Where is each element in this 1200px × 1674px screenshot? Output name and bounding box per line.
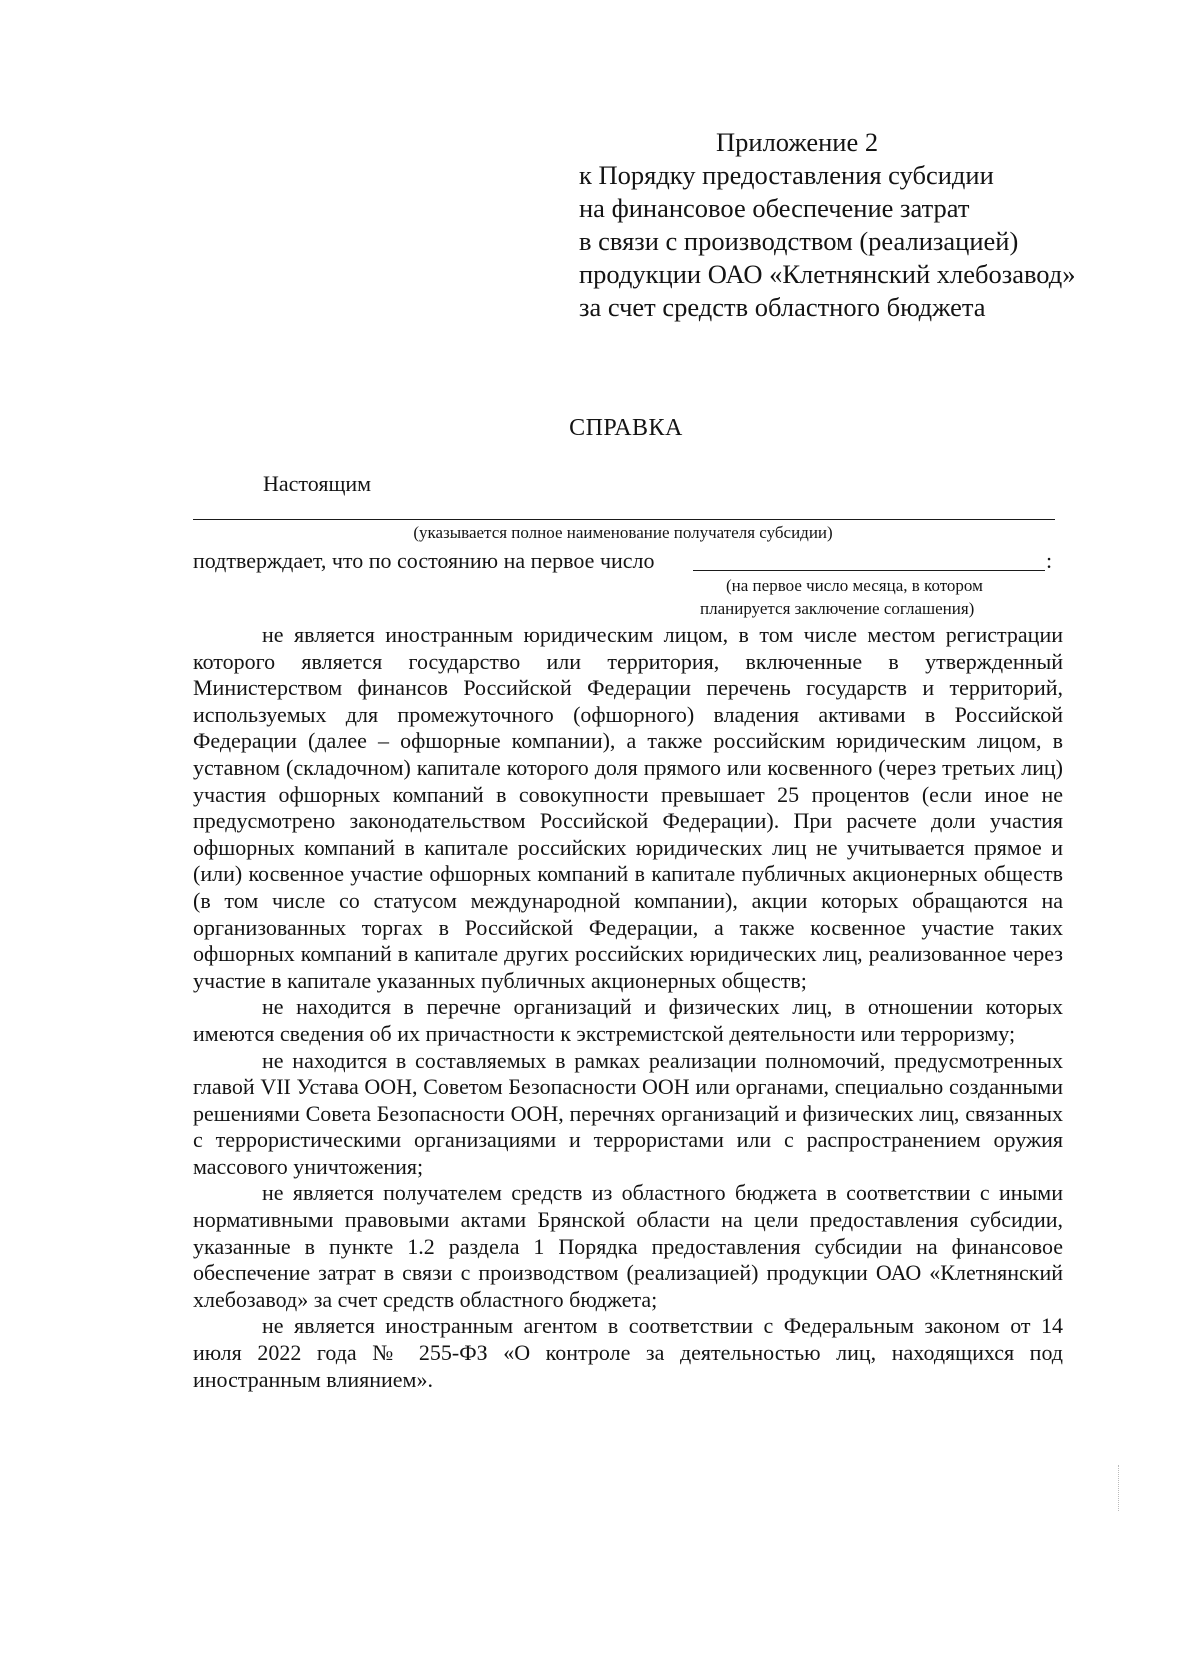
appendix-line: на финансовое обеспечение затрат (579, 193, 970, 223)
statement-paragraph: не находится в составляемых в рамках реализации полномочий, предусмотренных главой VII Устава ООН, Советом Безопасности ООН или органами, специально созданными решениями Совета Безопасности ООН, перечнях организаций и физических лиц, связанных с террористическими организациями и террористами или с распространением оружия массового уничтожения; (193, 1047, 1063, 1179)
statement-paragraph: не является иностранным агентом в соответствии с Федеральным законом от 14 июля 2022 года № 255-ФЗ «О контроле за деятельностью лиц, находящихся под иностранным влиянием». (193, 1313, 1063, 1392)
date-caption (700, 574, 1080, 620)
date-blank (693, 570, 1045, 571)
appendix-line: к Порядку предоставления субсидии (579, 160, 994, 190)
appendix-line: за счет средств областного бюджета (579, 292, 986, 322)
statement-paragraph: не находится в перечне организаций и физических лиц, в отношении которых имеются сведения об их причастности к экстремистской деятельности или терроризму; (193, 994, 1063, 1046)
confirm-text: подтверждает, что по состоянию на первое число (193, 548, 655, 573)
appendix-line: продукции ОАО «Клетнянский хлебозавод» (579, 259, 1076, 289)
document-title: СПРАВКА (569, 415, 683, 441)
appendix-line: в связи с производством (реализацией) (579, 226, 1019, 256)
scan-margin-marks (1118, 1465, 1121, 1511)
intro-word: Настоящим (263, 471, 372, 496)
recipient-caption: (указывается полное наименование получателя субсидии) (413, 523, 833, 542)
appendix-header (579, 126, 1099, 324)
appendix-line: Приложение 2 (716, 127, 879, 157)
statement-paragraph: не является иностранным юридическим лицом, в том числе местом регистрации которого является государство или территория, включенные в утвержденный Министерством финансов Российской Федерации перечень государств и территорий, используемых для промежуточного (офшорного) владения активами в Российской Федерации (далее – офшорные компании), а также российским юридическим лицом, в уставном (складочном) капитале которого доля прямого или косвенного (через третьих лиц) участия офшорных компаний в совокупности превышает 25 процентов (если иное не предусмотрено законодательством Российской Федерации). При расчете доли участия офшорных компаний в капитале российских юридических лиц не учитывается прямое и (или) косвенное участие офшорных компаний в капитале публичных акционерных обществ (в том числе со статусом международной компании), акции которых обращаются на организованных торгах в Российской Федерации, а также косвенное участие таких офшорных компаний в капитале других российских юридических лиц, реализованное через участие в капитале указанных публичных акционерных обществ; (193, 622, 1063, 993)
confirm-colon: : (1046, 548, 1053, 573)
recipient-name-blank (193, 519, 1055, 520)
date-caption-line: (на первое число месяца, в котором (726, 576, 983, 595)
statement-paragraph: не является получателем средств из областного бюджета в соответствии с иными нормативными правовыми актами Брянской области на цели предоставления субсидии, указанные в пункте 1.2 раздела 1 Порядка предоставления субсидии на финансовое обеспечение затрат в связи с производством (реализацией) продукции ОАО «Клетнянский хлебозавод» за счет средств областного бюджета; (193, 1180, 1063, 1312)
date-caption-line: планируется заключение соглашения) (700, 599, 975, 618)
statement-body (193, 622, 1063, 1393)
